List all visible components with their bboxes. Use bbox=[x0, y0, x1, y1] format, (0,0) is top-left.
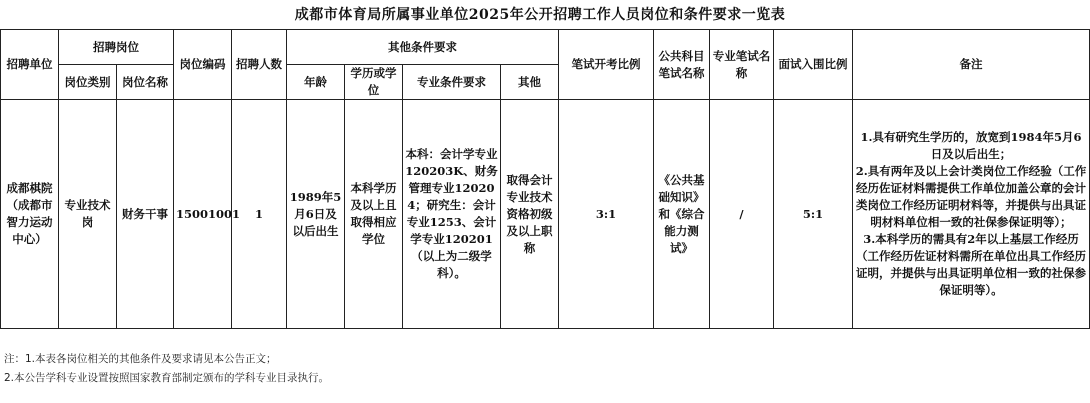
header-post-code: 岗位编码 bbox=[174, 30, 232, 100]
remark-item: 3.本科学历的需具有2年以上基层工作经历（工作经历佐证材料需所在单位出具工作经历证明，并提供与出具证明单位相一致的社保参保证明等）。 bbox=[856, 232, 1086, 297]
header-other: 其他 bbox=[501, 65, 559, 100]
cell-interview-ratio: 5:1 bbox=[774, 100, 853, 329]
footnotes bbox=[4, 350, 329, 388]
header-public-exam: 公共科目笔试名称 bbox=[654, 30, 710, 100]
cell-post-code: 15001001 bbox=[174, 100, 232, 329]
header-unit: 招聘单位 bbox=[1, 30, 59, 100]
header-major-exam: 专业笔试名称 bbox=[710, 30, 774, 100]
footnote-1: 注：1.本表各岗位相关的其他条件及要求请见本公告正文； bbox=[4, 353, 277, 365]
header-post-group: 招聘岗位 bbox=[59, 30, 174, 65]
remark-item: 1.具有研究生学历的，放宽到1984年5月6日及以后出生； bbox=[860, 130, 1082, 161]
header-post-type: 岗位类别 bbox=[59, 65, 117, 100]
table-title: 成都市体育局所属事业单位2025年公开招聘工作人员岗位和条件要求一览表 bbox=[294, 7, 786, 23]
cell-major: 本科：会计学专业120203K、财务管理专业120204；研究生：会计专业1253、会计学专业120201（以上为二级学科）。 bbox=[403, 100, 501, 329]
header-exam-ratio: 笔试开考比例 bbox=[559, 30, 654, 100]
recruitment-table bbox=[0, 29, 1090, 329]
cell-post-name: 财务干事 bbox=[117, 100, 174, 329]
header-count: 招聘人数 bbox=[232, 30, 287, 100]
cell-remarks bbox=[853, 100, 1090, 329]
cell-education: 本科学历及以上且取得相应学位 bbox=[345, 100, 403, 329]
table-row bbox=[1, 100, 1090, 329]
header-education: 学历或学位 bbox=[345, 65, 403, 100]
cell-public-exam: 《公共基础知识》和《综合能力测试》 bbox=[654, 100, 710, 329]
cell-age: 1989年5月6日及以后出生 bbox=[287, 100, 345, 329]
cell-unit: 成都棋院（成都市智力运动中心） bbox=[1, 100, 59, 329]
header-row-1 bbox=[1, 30, 1090, 65]
footnote-2: 2.本公告学科专业设置按照国家教育部制定颁布的学科专业目录执行。 bbox=[4, 372, 330, 384]
header-other-group: 其他条件要求 bbox=[287, 30, 559, 65]
cell-exam-ratio: 3:1 bbox=[559, 100, 654, 329]
header-major: 专业条件要求 bbox=[403, 65, 501, 100]
header-remarks: 备注 bbox=[853, 30, 1090, 100]
cell-post-type: 专业技术岗 bbox=[59, 100, 117, 329]
remark-item: 2.具有两年及以上会计类岗位工作经验（工作经历佐证材料需提供工作单位加盖公章的会计类岗位工作经历证明材料等，并提供与出具证明材料单位相一致的社保参保证明等）； bbox=[855, 164, 1087, 229]
cell-other: 取得会计专业技术资格初级及以上职称 bbox=[501, 100, 559, 329]
header-post-name: 岗位名称 bbox=[117, 65, 174, 100]
cell-major-exam: / bbox=[710, 100, 774, 329]
header-interview-ratio: 面试入围比例 bbox=[774, 30, 853, 100]
cell-count: 1 bbox=[232, 100, 287, 329]
header-age: 年龄 bbox=[287, 65, 345, 100]
